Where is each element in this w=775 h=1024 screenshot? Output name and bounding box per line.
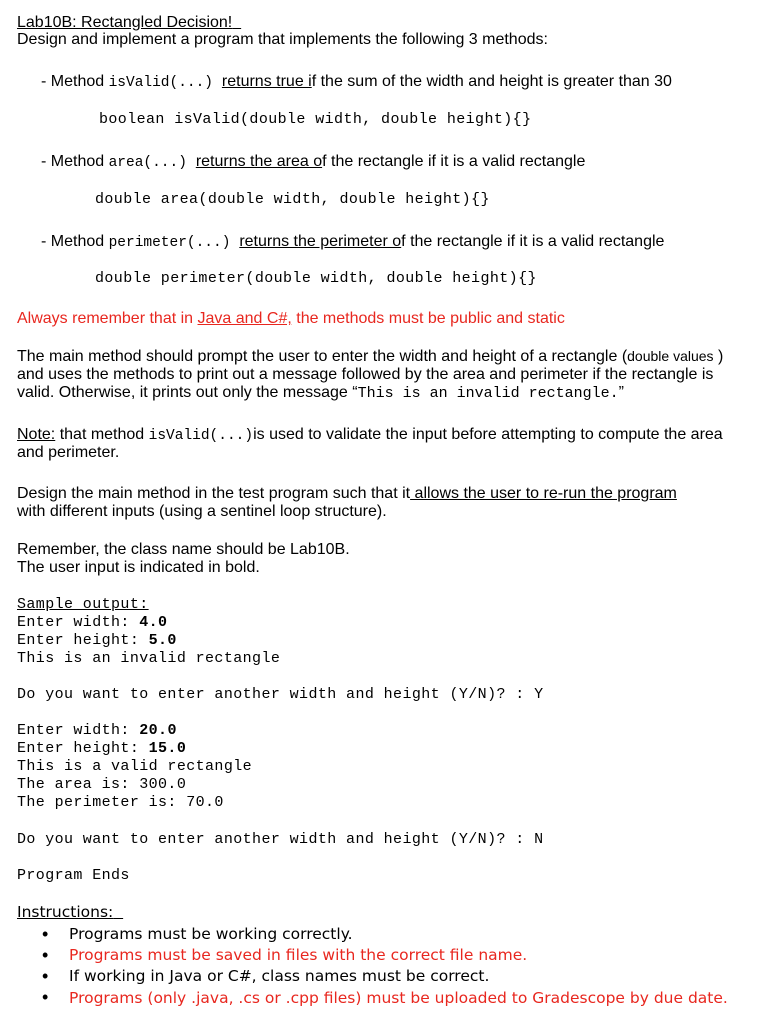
sample-again-prompt-1: Do you want to enter another width and height (Y/N)? : Y	[17, 686, 544, 703]
instruction-text: If working in Java or C#, class names must be correct.	[69, 967, 490, 985]
instruction-text: Programs (only .java, .cs or .cpp files) must be uploaded to Gradescope by due date.	[69, 989, 728, 1007]
instructions-heading: Instructions:	[17, 903, 114, 921]
sample-run1-width: Enter width: 4.0	[17, 614, 168, 631]
sample-run1-height: Enter height: 5.0	[17, 632, 177, 649]
sample-run2-height: Enter height: 15.0	[17, 740, 187, 757]
method-perimeter-description: - Method perimeter(...) returns the perimeter of the rectangle if it is a valid rectangle	[41, 233, 665, 251]
method-area-description: - Method area(...) returns the area of the rectangle if it is a valid rectangle	[41, 153, 586, 171]
public-static-reminder: Always remember that in Java and C#, the methods must be public and static	[17, 310, 565, 327]
main-method-desc-line2: and uses the methods to print out a message followed by the area and perimeter if the rectangle is	[17, 366, 714, 383]
main-method-desc-line1: The main method should prompt the user to enter the width and height of a rectangle (double values )	[17, 348, 724, 365]
bullet-icon: •	[42, 945, 49, 965]
bullet-icon: •	[42, 924, 49, 944]
bold-input-note: The user input is indicated in bold.	[17, 559, 260, 576]
sample-output-heading: Sample output:	[17, 596, 149, 613]
note-line2: and perimeter.	[17, 444, 120, 461]
sentinel-line2: with different inputs (using a sentinel loop structure).	[17, 503, 387, 520]
intro-text: Design and implement a program that implements the following 3 methods:	[17, 31, 548, 48]
sample-again-prompt-2: Do you want to enter another width and height (Y/N)? : N	[17, 831, 544, 848]
sample-run2-width: Enter width: 20.0	[17, 722, 177, 739]
sentinel-line1: Design the main method in the test program such that it allows the user to re-run the program	[17, 485, 677, 502]
main-method-desc-line3: valid. Otherwise, it prints out only the message “This is an invalid rectangle.”	[17, 384, 624, 402]
sample-run2-message: This is a valid rectangle	[17, 758, 253, 775]
bullet-icon: •	[42, 966, 49, 986]
method-isvalid-description: - Method isValid(...) returns true if the sum of the width and height is greater than 30	[41, 73, 672, 91]
method-perimeter-signature: double perimeter(double width, double height){}	[95, 270, 537, 287]
bullet-icon: •	[42, 987, 49, 1007]
method-area-signature: double area(double width, double height){}	[95, 191, 490, 208]
note-line1: Note: that method isValid(...)is used to validate the input before attempting to compute the area	[17, 426, 723, 444]
class-name-note: Remember, the class name should be Lab10B.	[17, 541, 350, 558]
page-title: Lab10B: Rectangled Decision!	[17, 14, 233, 31]
instruction-text: Programs must be working correctly.	[69, 925, 353, 943]
instruction-text: Programs must be saved in files with the correct file name.	[69, 946, 528, 964]
sample-run1-message: This is an invalid rectangle	[17, 650, 281, 667]
sample-area-line: The area is: 300.0	[17, 776, 187, 793]
sample-program-ends: Program Ends	[17, 867, 130, 884]
method-isvalid-signature: boolean isValid(double width, double height){}	[99, 111, 532, 128]
sample-perimeter-line: The perimeter is: 70.0	[17, 794, 224, 811]
